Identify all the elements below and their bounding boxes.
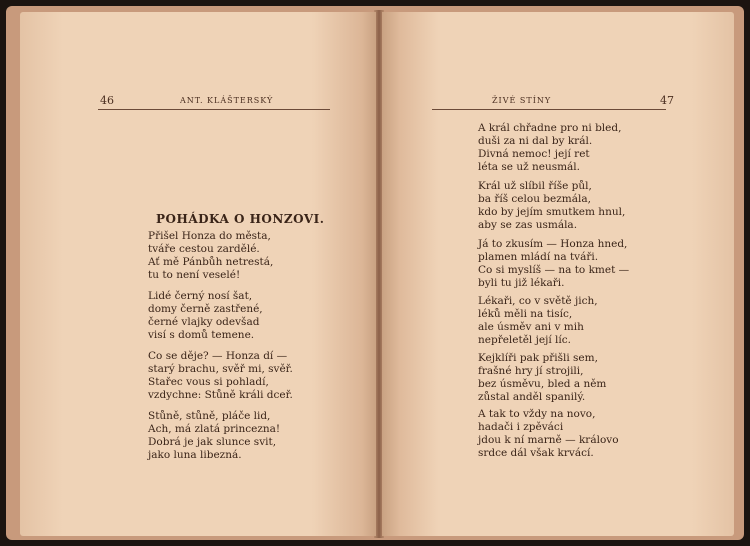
left-stanza-3 xyxy=(148,350,293,402)
verse-line: tu to není veselé! xyxy=(148,269,241,281)
open-book xyxy=(6,6,744,540)
verse-line: tváře cestou zardělé. xyxy=(148,243,260,255)
verse-line: jdou k ní marně — královo xyxy=(478,434,619,446)
verse-line: plamen mládí na tváři. xyxy=(478,251,599,263)
verse-line: aby se zas usmála. xyxy=(478,219,578,231)
verse-line: jako luna libezná. xyxy=(148,449,242,461)
verse-line: Stůně, stůně, pláče lid, xyxy=(148,410,271,422)
right-stanza-4 xyxy=(478,295,598,347)
verse-line: Lidé černý nosí šat, xyxy=(148,290,253,302)
verse-line: hadači i zpěváci xyxy=(478,421,564,433)
left-page xyxy=(20,12,376,536)
verse-line: Ať mě Pánbůh netrestá, xyxy=(148,256,274,268)
verse-line: Král už slíbil říše půl, xyxy=(478,180,592,192)
verse-line: ale úsměv ani v mih xyxy=(478,321,584,333)
left-page-number: 46 xyxy=(100,94,114,107)
verse-line: léta se už neusmál. xyxy=(478,161,581,173)
verse-line: Ach, má zlatá princezna! xyxy=(148,423,281,435)
right-stanza-2 xyxy=(478,180,625,232)
left-stanza-1 xyxy=(148,230,273,282)
right-stanza-6 xyxy=(478,408,619,460)
left-stanza-2 xyxy=(148,290,263,342)
left-running-head: ANT. KLÁŠTERSKÝ xyxy=(180,96,274,105)
verse-line: srdce dál však krvácí. xyxy=(478,447,594,459)
right-running-head: ŽIVÉ STÍNY xyxy=(492,96,552,105)
verse-line: Kejklíři pak přišli sem, xyxy=(478,352,598,364)
verse-line: léků měli na tisíc, xyxy=(478,308,573,320)
verse-line: ba říš celou bezmála, xyxy=(478,193,591,205)
verse-line: Co si myslíš — na to kmet — xyxy=(478,264,630,276)
verse-line: duši za ni dal by král. xyxy=(478,135,593,147)
verse-line: vzdychne: Stůně králi dceř. xyxy=(148,389,293,401)
right-stanza-1 xyxy=(478,122,621,174)
verse-line: zůstal anděl spanilý. xyxy=(478,391,586,403)
verse-line: kdo by jejím smutkem hnul, xyxy=(478,206,626,218)
right-stanza-5 xyxy=(478,352,606,404)
verse-line: Co se děje? — Honza dí — xyxy=(148,350,288,362)
verse-line: Já to zkusím — Honza hned, xyxy=(478,238,628,250)
left-header-rule xyxy=(98,109,330,110)
verse-line: frašné hry jí strojili, xyxy=(478,365,584,377)
verse-line: domy černě zastřené, xyxy=(148,303,263,315)
right-page xyxy=(382,12,734,536)
verse-line: Dobrá je jak slunce svit, xyxy=(148,436,277,448)
right-header-rule xyxy=(432,109,666,110)
verse-line: A král chřadne pro ni bled, xyxy=(478,122,622,134)
verse-line: Stařec vous si pohladí, xyxy=(148,376,269,388)
verse-line: Přišel Honza do města, xyxy=(148,230,271,242)
verse-line: černé vlajky odevšad xyxy=(148,316,260,328)
poem-title: POHÁDKA O HONZOVI. xyxy=(156,212,325,226)
verse-line: Lékaři, co v světě jich, xyxy=(478,295,598,307)
verse-line: bez úsměvu, bled a něm xyxy=(478,378,607,390)
right-page-number: 47 xyxy=(660,94,674,107)
left-stanza-4 xyxy=(148,410,280,462)
right-stanza-3 xyxy=(478,238,629,290)
verse-line: starý brachu, svěř mi, svěř. xyxy=(148,363,293,375)
verse-line: nepřeletěl její líc. xyxy=(478,334,571,346)
verse-line: A tak to vždy na novo, xyxy=(478,408,596,420)
verse-line: Divná nemoc! její ret xyxy=(478,148,590,160)
verse-line: visí s domů temene. xyxy=(148,329,255,341)
verse-line: byli tu již lékaři. xyxy=(478,277,565,289)
